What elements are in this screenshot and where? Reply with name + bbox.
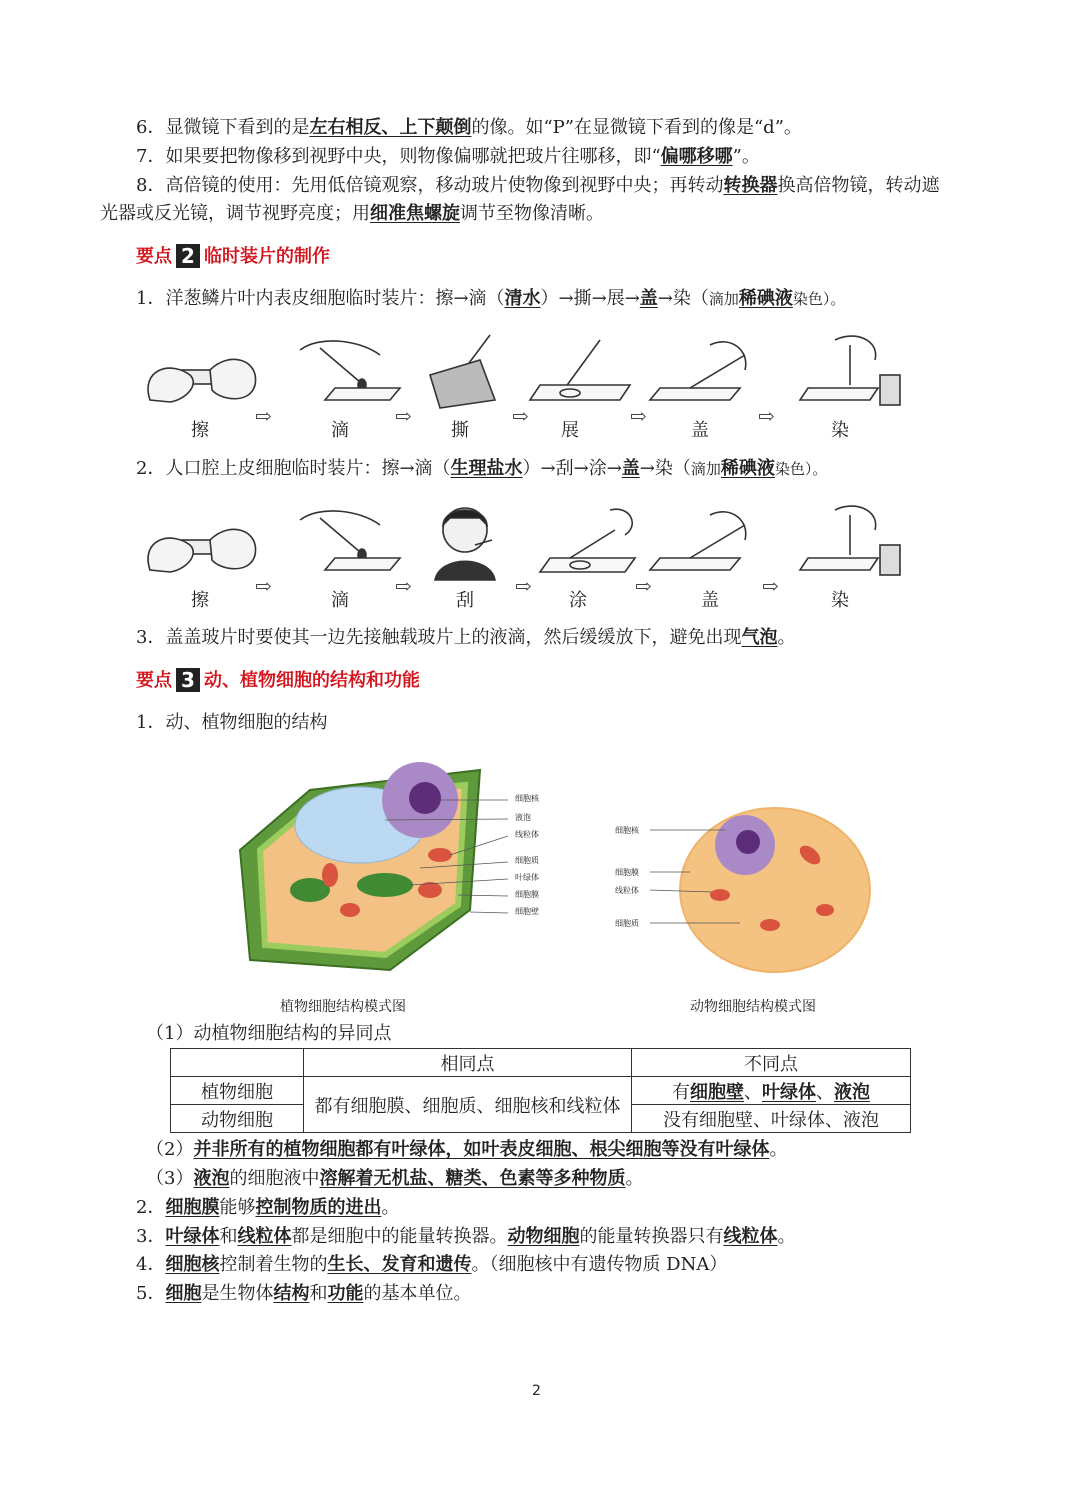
label-nucleus: 细胞核 bbox=[515, 794, 539, 803]
step-label: 擦 bbox=[191, 420, 209, 441]
header-diff: 不同点 bbox=[632, 1049, 911, 1077]
text: 7．如果要把物像移到视野中央，则物像偏哪就把玻片往哪移，即“ bbox=[136, 146, 661, 167]
header-same: 相同点 bbox=[304, 1049, 632, 1077]
text: 4． bbox=[136, 1254, 166, 1275]
text: 。 bbox=[381, 1197, 400, 1218]
key-term: 偏哪移哪 bbox=[660, 146, 733, 167]
text: 染色）。 bbox=[792, 290, 846, 308]
text: 。 bbox=[777, 627, 796, 648]
plant-cell-diagram bbox=[230, 740, 560, 990]
stain-illustration bbox=[800, 336, 900, 405]
item-5 bbox=[136, 1282, 471, 1306]
text: 8．高倍镜的使用：先用低倍镜观察，移动玻片使物像到视野中央；再转动 bbox=[136, 175, 724, 196]
text: ”。 bbox=[732, 146, 760, 167]
scrape-illustration bbox=[435, 508, 495, 580]
step-label: 涂 bbox=[569, 590, 587, 611]
spread-illustration bbox=[530, 340, 630, 400]
text: 、 bbox=[816, 1081, 834, 1103]
label-cell-wall: 细胞壁 bbox=[515, 907, 539, 916]
animal-caption: 动物细胞结构模式图 bbox=[690, 999, 816, 1015]
key-term: 生理盐水 bbox=[450, 458, 523, 479]
cover-illustration bbox=[650, 342, 746, 400]
page-number: 2 bbox=[532, 1383, 541, 1399]
key-term: 细准焦螺旋 bbox=[370, 203, 460, 224]
step-label: 撕 bbox=[451, 420, 469, 441]
text: 滴加 bbox=[708, 290, 739, 308]
key-term: 气泡 bbox=[741, 627, 778, 648]
text: 和 bbox=[309, 1283, 328, 1304]
cheek-procedure bbox=[136, 457, 827, 481]
text: 控制着生物的 bbox=[219, 1254, 328, 1275]
text: 调节至物像清晰。 bbox=[460, 203, 604, 224]
cell-animal-diff: 没有细胞壁、叶绿体、液泡 bbox=[632, 1105, 911, 1133]
key-term: 生长、发育和遗传 bbox=[327, 1254, 472, 1275]
cheek-steps-illustration bbox=[130, 500, 910, 620]
text: 都是细胞中的能量转换器。 bbox=[291, 1226, 508, 1247]
item-8 bbox=[136, 174, 939, 198]
text: 5． bbox=[136, 1283, 166, 1304]
step-label: 盖 bbox=[691, 420, 709, 441]
step-label: 滴 bbox=[331, 420, 349, 441]
key-term: 转换器 bbox=[723, 175, 778, 196]
comparison-table bbox=[170, 1048, 911, 1133]
table-corner bbox=[171, 1049, 304, 1077]
heading-prefix: 要点 bbox=[136, 670, 172, 691]
text: 1．洋葱鳞片叶内表皮细胞临时装片：擦→滴（ bbox=[136, 288, 505, 309]
text: 2．人口腔上皮细胞临时装片：擦→滴（ bbox=[136, 458, 451, 479]
text: →染（ bbox=[657, 288, 709, 309]
item-6 bbox=[136, 116, 802, 140]
row-animal: 动物细胞 bbox=[171, 1105, 304, 1133]
label-nucleus: 细胞核 bbox=[615, 826, 639, 835]
item-2 bbox=[136, 1196, 399, 1220]
key-term: 结构 bbox=[273, 1283, 310, 1304]
text: 的能量转换器只有 bbox=[579, 1226, 724, 1247]
text: 。 bbox=[777, 1226, 796, 1247]
key-term: 功能 bbox=[327, 1283, 364, 1304]
arrow-icon: ⇨ bbox=[395, 574, 412, 598]
section-heading-2 bbox=[136, 244, 330, 270]
key-term: 液泡 bbox=[193, 1168, 230, 1189]
arrow-icon: ⇨ bbox=[255, 404, 272, 428]
plant-caption: 植物细胞结构模式图 bbox=[280, 999, 406, 1015]
key-term: 细胞 bbox=[165, 1283, 202, 1304]
label-membrane: 细胞膜 bbox=[615, 868, 639, 877]
text: ）→撕→展→ bbox=[540, 288, 640, 309]
key-term: 左右相反、上下颠倒 bbox=[309, 117, 472, 138]
arrow-icon: ⇨ bbox=[255, 574, 272, 598]
point-2 bbox=[146, 1138, 787, 1162]
text: 3．盖盖玻片时要使其一边先接触载玻片上的液滴，然后缓缓放下，避免出现 bbox=[136, 627, 742, 648]
key-term: 液泡 bbox=[834, 1081, 870, 1103]
structure-title: 1．动、植物细胞的结构 bbox=[136, 712, 328, 733]
key-term: 叶绿体 bbox=[165, 1226, 220, 1247]
item-4 bbox=[136, 1253, 727, 1277]
key-term: 溶解着无机盐、糖类、色素等多种物质 bbox=[319, 1168, 626, 1189]
text: （3） bbox=[146, 1168, 194, 1189]
step-label: 盖 bbox=[701, 590, 719, 611]
text: 染色）。 bbox=[774, 460, 828, 478]
key-term: 叶绿体 bbox=[762, 1081, 816, 1103]
key-term: 控制物质的进出 bbox=[255, 1197, 382, 1218]
heading-prefix: 要点 bbox=[136, 246, 172, 267]
arrow-icon: ⇨ bbox=[758, 404, 775, 428]
smear-illustration bbox=[540, 509, 635, 572]
text: 能够 bbox=[219, 1197, 256, 1218]
label-cytoplasm: 细胞质 bbox=[515, 856, 539, 865]
arrow-icon: ⇨ bbox=[512, 404, 529, 428]
step-label: 刮 bbox=[456, 590, 474, 611]
step-label: 染 bbox=[831, 420, 849, 441]
text: 是生物体 bbox=[201, 1283, 274, 1304]
cell-same: 都有细胞膜、细胞质、细胞核和线粒体 bbox=[304, 1077, 632, 1133]
text: 有 bbox=[672, 1081, 690, 1103]
onion-procedure bbox=[136, 287, 845, 311]
key-term: 动物细胞 bbox=[507, 1226, 580, 1247]
text: （2） bbox=[146, 1139, 194, 1160]
tear-illustration bbox=[430, 335, 495, 408]
onion-steps-drawing bbox=[130, 330, 910, 415]
text: 光器或反光镜，调节视野亮度；用 bbox=[100, 203, 370, 224]
arrow-icon: ⇨ bbox=[630, 404, 647, 428]
step-label: 染 bbox=[831, 590, 849, 611]
text: 的像。如“P”在显微镜下看到的像是“d”。 bbox=[471, 117, 802, 138]
arrow-icon: ⇨ bbox=[635, 574, 652, 598]
item-3 bbox=[136, 1225, 795, 1249]
label-vacuole: 液泡 bbox=[515, 813, 531, 822]
key-term: 线粒体 bbox=[237, 1226, 292, 1247]
coverslip-note bbox=[136, 626, 795, 650]
text: 换高倍物镜，转动遮 bbox=[777, 175, 940, 196]
key-term: 稀碘液 bbox=[738, 288, 793, 309]
cheek-steps-drawing bbox=[130, 500, 910, 585]
key-term: 细胞壁 bbox=[690, 1081, 744, 1103]
step-label: 滴 bbox=[331, 590, 349, 611]
key-term: 细胞核 bbox=[165, 1254, 220, 1275]
step-label: 擦 bbox=[191, 590, 209, 611]
text: 的细胞液中 bbox=[229, 1168, 320, 1189]
text: 、 bbox=[744, 1081, 762, 1103]
label-mitochondria: 线粒体 bbox=[515, 830, 539, 839]
cover-illustration bbox=[650, 512, 746, 570]
wipe-illustration bbox=[148, 529, 256, 572]
key-term: 盖 bbox=[639, 288, 658, 309]
heading-title: 临时装片的制作 bbox=[204, 246, 330, 267]
drop-illustration bbox=[300, 511, 400, 570]
text: →染（ bbox=[639, 458, 691, 479]
key-term: 稀碘液 bbox=[720, 458, 775, 479]
text: 。 bbox=[769, 1139, 788, 1160]
compare-title: （1）动植物细胞结构的异同点 bbox=[146, 1023, 392, 1044]
heading-number: 2 bbox=[176, 244, 200, 268]
point-3 bbox=[146, 1167, 643, 1191]
arrow-icon: ⇨ bbox=[515, 574, 532, 598]
key-term: 并非所有的植物细胞都有叶绿体，如叶表皮细胞、根尖细胞等没有叶绿体 bbox=[193, 1139, 770, 1160]
key-term: 清水 bbox=[504, 288, 541, 309]
text: 。（细胞核中有遗传物质 DNA） bbox=[471, 1254, 728, 1275]
label-mitochondria: 线粒体 bbox=[615, 886, 639, 895]
section-heading-3 bbox=[136, 668, 420, 694]
text: 6．显微镜下看到的是 bbox=[136, 117, 310, 138]
step-label: 展 bbox=[561, 420, 579, 441]
wipe-illustration bbox=[148, 359, 256, 402]
drop-illustration bbox=[300, 341, 400, 400]
text: 的基本单位。 bbox=[363, 1283, 472, 1304]
item-8-cont bbox=[100, 202, 604, 226]
label-chloroplast: 叶绿体 bbox=[515, 873, 539, 882]
text: 。 bbox=[625, 1168, 644, 1189]
text: 3． bbox=[136, 1226, 166, 1247]
row-plant: 植物细胞 bbox=[171, 1077, 304, 1105]
text: 滴加 bbox=[690, 460, 721, 478]
label-cytoplasm: 细胞质 bbox=[615, 919, 639, 928]
key-term: 线粒体 bbox=[723, 1226, 778, 1247]
animal-cell-diagram bbox=[610, 790, 880, 990]
label-membrane: 细胞膜 bbox=[515, 890, 539, 899]
text: ）→刮→涂→ bbox=[522, 458, 622, 479]
plant-cell-drawing bbox=[230, 740, 560, 990]
key-term: 盖 bbox=[621, 458, 640, 479]
text: 和 bbox=[219, 1226, 238, 1247]
animal-cell-drawing bbox=[610, 790, 880, 990]
item-7 bbox=[136, 145, 760, 169]
onion-steps-illustration bbox=[130, 330, 910, 450]
key-term: 细胞膜 bbox=[165, 1197, 220, 1218]
heading-number: 3 bbox=[176, 668, 200, 692]
arrow-icon: ⇨ bbox=[395, 404, 412, 428]
heading-title: 动、植物细胞的结构和功能 bbox=[204, 670, 420, 691]
text: 2． bbox=[136, 1197, 166, 1218]
cell-plant-diff bbox=[632, 1077, 911, 1105]
arrow-icon: ⇨ bbox=[762, 574, 779, 598]
stain-illustration bbox=[800, 506, 900, 575]
